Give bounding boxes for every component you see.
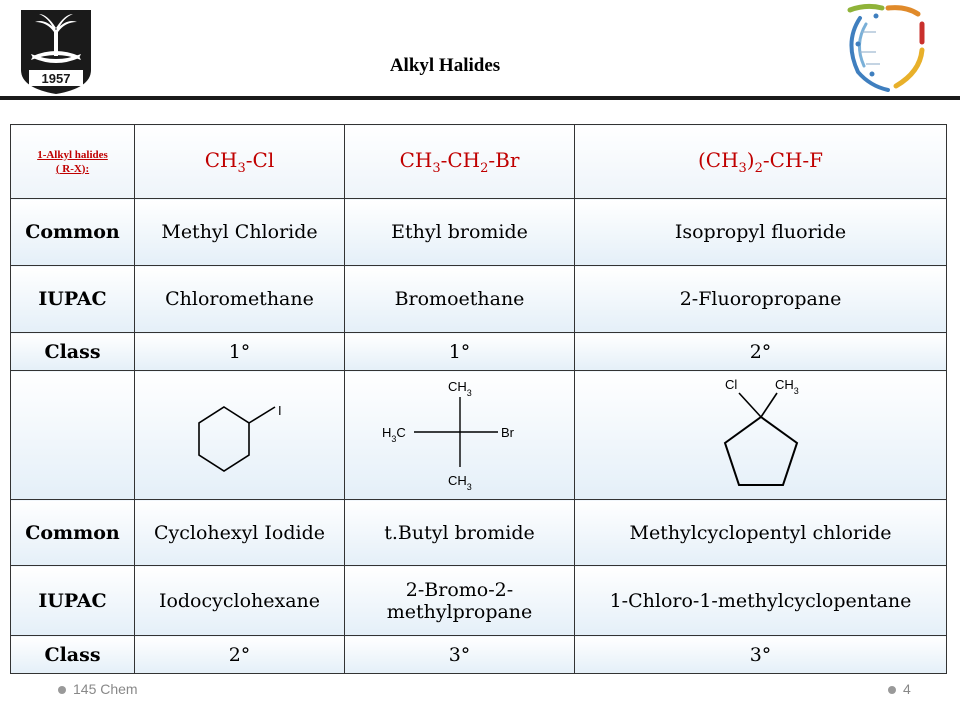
table-cell: 2-Bromo-2-methylpropane [345,566,575,636]
table-row [11,333,947,371]
chlorine-label: Cl [724,377,737,392]
table-cell: Chloromethane [135,266,345,333]
structure-methylcyclopentyl-chloride [575,371,947,500]
table-cell: 1° [345,333,575,371]
corner-label-cell [11,125,135,199]
table-row [11,500,947,566]
corner-label-line2: ( R-X): [55,162,90,175]
table-cell: Iodocyclohexane [135,566,345,636]
bromine-label: Br [500,425,514,440]
methyl-left-label: $H_3C$ [381,425,406,444]
slide-header [0,0,960,100]
iodine-label: I [277,403,282,418]
table-cell: 3° [345,636,575,674]
methyl-bottom-label: $CH_3$ [447,473,472,492]
structure-label-cell [11,371,135,500]
table-row [11,199,947,266]
alkyl-halides-table [10,124,947,674]
bullet-dot-icon [888,686,896,694]
table-cell: 1-Chloro-1-methylcyclopentane [575,566,947,636]
university-logo [17,8,95,96]
formula-methyl-chloride: $CH_3-Cl$ [135,125,345,199]
table-cell: Ethyl bromide [345,199,575,266]
footer-course [58,681,138,697]
table-row [11,636,947,674]
row-label-common: Common [11,199,135,266]
methylcyclopentyl-chloride-structure [681,371,841,495]
table-cell: Methyl Chloride [135,199,345,266]
formula-isopropyl-fluoride: $(CH_3)_2-CH-F$ [575,125,947,199]
structure-tbutyl-bromide [345,371,575,500]
row-label-class: Class [11,636,135,674]
row-label-common: Common [11,500,135,566]
table-cell: t.Butyl bromide [345,500,575,566]
table-row [11,266,947,333]
row-label-iupac: IUPAC [11,566,135,636]
department-logo [836,2,932,92]
table-cell: Bromoethane [345,266,575,333]
table-cell: 1° [135,333,345,371]
cyclohexyl-iodide-structure [175,373,305,493]
tbutyl-bromide-structure [380,371,540,495]
table-row [11,566,947,636]
table-cell: Methylcyclopentyl chloride [575,500,947,566]
header-rule [0,96,960,100]
page-number: 4 [903,681,911,697]
corner-label-line1: 1-Alkyl halides [37,148,108,161]
methyl-top-label: $CH_3$ [447,379,472,398]
table-cell: Cyclohexyl Iodide [135,500,345,566]
formula-row [11,125,947,199]
logo-year: 1957 [41,71,71,86]
course-label: 145 Chem [73,681,138,697]
table-cell: 2-Fluoropropane [575,266,947,333]
formula-ethyl-bromide: $CH_3-CH_2-Br$ [345,125,575,199]
footer-page [888,681,911,697]
structure-cyclohexyl-iodide [135,371,345,500]
table-cell: 2° [575,333,947,371]
table-cell: 3° [575,636,947,674]
methyl-label: $CH_3$ [774,377,799,396]
row-label-iupac: IUPAC [11,266,135,333]
page-title: Alkyl Halides [389,55,501,76]
structure-row [11,371,947,500]
table-cell: 2° [135,636,345,674]
bullet-dot-icon [58,686,66,694]
table-cell: Isopropyl fluoride [575,199,947,266]
row-label-class: Class [11,333,135,371]
